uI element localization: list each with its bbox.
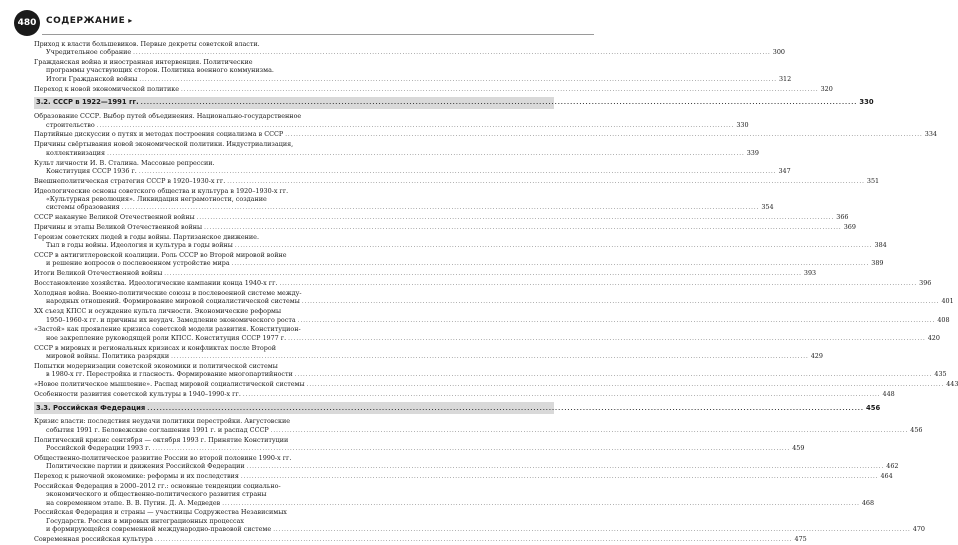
- toc-entry-text: Героизм советских людей в годы войны. Партизанское движение.: [34, 232, 259, 241]
- toc-entry-text: 3.3. Российская Федерация: [36, 403, 146, 412]
- toc-entry-line: [34, 443, 805, 453]
- toc-entry-line: [34, 195, 554, 203]
- toc-entry-text: «Новое политическое мышление». Распад мировой социалистической системы: [34, 379, 305, 388]
- toc-entry-text: Причины и этапы Великой Отечественной войны: [34, 222, 203, 231]
- toc-page-number: 401: [941, 297, 954, 306]
- toc-entry-text: Приход к власти большевиков. Первые декреты советской власти.: [34, 40, 260, 48]
- toc-entry-text: Переход к рыночной экономике: реформы и их последствия: [34, 472, 239, 481]
- toc-entry-line: [34, 289, 554, 297]
- toc-entry-text: Общественно-политическое развитие России во второй половине 1990-х гг.: [34, 453, 292, 462]
- dot-leader: [181, 86, 819, 94]
- toc-entry-line: [34, 454, 554, 462]
- chevron-right-icon: ▸: [128, 16, 133, 25]
- toc-page-number: 369: [843, 222, 856, 231]
- toc-entry-text: Переход к новой экономической политике: [34, 84, 179, 93]
- toc-entry-text: строительство: [46, 120, 95, 129]
- dot-leader: [280, 280, 918, 288]
- toc-entry-line: [34, 48, 785, 57]
- toc-entry-line: [34, 120, 749, 130]
- toc-entry-text: мировой войны. Политика разрядки: [46, 351, 170, 360]
- toc-page-number: 384: [874, 241, 887, 250]
- toc-entry-line: [34, 74, 792, 84]
- toc-entry-line: [34, 417, 554, 425]
- toc-page-number: 456: [865, 403, 881, 412]
- toc-entry: [34, 84, 833, 94]
- toc-page-number: 396: [919, 279, 932, 288]
- toc-entry: [34, 534, 807, 544]
- toc-entry-text: Особенности развития советской культуры в 1940–1990-х гг.: [34, 389, 241, 398]
- toc-entry-line: [34, 58, 554, 66]
- toc-entry-text: Культ личности И. В. Сталина. Массовые репрессии.: [34, 158, 215, 167]
- toc-entry-line: [34, 462, 899, 471]
- dot-leader: [107, 150, 745, 158]
- toc-entry-text: Российская Федерация и страны — участницы Содружества Независимых: [34, 508, 287, 517]
- header-title-text: СОДЕРЖАНИЕ: [46, 16, 126, 26]
- toc-entry-text: Гражданская война и иностранная интервенция. Политические: [34, 58, 253, 67]
- toc-entry-text: в 1980-х гг. Перестройка и гласность. Формирование многопартийности: [46, 370, 293, 379]
- toc-entry-text: и решение вопросов о послевоенном устройстве мира: [46, 259, 230, 268]
- toc-entry-line: [34, 498, 875, 508]
- toc-page-number: 320: [820, 84, 833, 93]
- dot-leader: [133, 49, 771, 57]
- toc-entry-line: [36, 403, 881, 413]
- dot-leader: [153, 445, 791, 453]
- toc-entry-text: Российская Федерация в 2000–2012 гг.: основные тенденции социально-: [34, 481, 281, 490]
- toc-entry: [34, 222, 856, 232]
- toc-page-number: 339: [746, 148, 759, 157]
- toc-entry: [34, 343, 823, 362]
- toc-entry-line: [34, 203, 774, 212]
- toc-entry: [34, 508, 925, 534]
- toc-page-number: 456: [910, 425, 923, 434]
- toc-entry-line: [34, 159, 554, 167]
- toc-entry-text: Партийные дискуссии о путях и методах построения социализма в СССР: [34, 130, 284, 139]
- toc-page-number: 351: [866, 176, 880, 185]
- toc-page-number: 393: [803, 269, 817, 278]
- table-of-contents: [34, 40, 958, 545]
- dot-leader: [171, 353, 809, 361]
- toc-entry-text: коллективизация: [46, 148, 106, 157]
- toc-entry-text: программы участвующих сторон. Политика военного коммунизма.: [46, 66, 274, 75]
- toc-entry: [34, 472, 893, 481]
- toc-section-heading: [34, 402, 881, 414]
- toc-entry-text: Российской Федерации 1993 г.: [46, 443, 151, 452]
- toc-page-number: 429: [810, 351, 823, 360]
- toc-entry: [34, 140, 759, 158]
- toc-entry-line: [34, 112, 554, 120]
- toc-page-number: 300: [772, 48, 785, 57]
- toc-entry-line: [34, 524, 925, 534]
- toc-entry: [34, 361, 947, 380]
- toc-section-heading: [34, 97, 874, 109]
- toc-entry-line: [34, 472, 893, 481]
- toc-page-number: 389: [871, 259, 884, 268]
- toc-entry-line: [34, 362, 554, 370]
- toc-entry-text: Итоги Гражданской войны: [46, 74, 138, 83]
- toc-entry-line: [34, 84, 833, 94]
- toc-entry-line: [34, 333, 940, 343]
- dot-leader: [122, 204, 760, 212]
- toc-entry-line: [34, 534, 807, 544]
- toc-entry-line: [34, 315, 950, 325]
- dot-leader: [285, 131, 923, 139]
- toc-entry: [34, 307, 950, 325]
- toc-page-number: 468: [861, 498, 875, 507]
- toc-page-number: 420: [927, 333, 940, 342]
- dot-leader: [273, 526, 911, 534]
- dot-leader: [141, 99, 858, 107]
- toc-entry-line: [34, 148, 759, 158]
- toc-entry-line: [34, 259, 884, 268]
- toc-entry: [34, 389, 895, 399]
- toc-page-number: 347: [778, 166, 791, 175]
- toc-entry-text: Причины свёртывания новой экономической политики. Индустриализация,: [34, 140, 294, 149]
- toc-entry-line: [34, 222, 856, 232]
- toc-entry: [34, 232, 887, 251]
- dot-leader: [271, 427, 909, 435]
- toc-entry-text: Политический кризис сентября — октября 1993 г. Принятие Конституции: [34, 435, 289, 444]
- toc-entry: [34, 325, 940, 343]
- toc-page-number: 459: [792, 443, 805, 452]
- toc-entry: [34, 112, 749, 130]
- toc-entry-text: народных отношений. Формирование мировой социалистической системы: [46, 297, 300, 306]
- toc-entry: [34, 453, 899, 472]
- toc-entry-text: «Застой» как проявление кризиса советской модели развития. Конституцион-: [34, 325, 301, 334]
- toc-entry-line: [34, 166, 791, 176]
- toc-entry-line: [34, 130, 937, 139]
- toc-entry-text: Тыл в годы войны. Идеология и культура в годы войны: [46, 241, 233, 250]
- toc-entry-line: [34, 251, 554, 259]
- toc-page-number: 475: [794, 534, 807, 543]
- toc-entry-line: [34, 370, 947, 379]
- toc-entry: [34, 481, 875, 508]
- dot-leader: [197, 214, 835, 222]
- toc-entry: [34, 251, 884, 269]
- toc-page-number: 470: [912, 524, 925, 533]
- toc-entry-text: Итоги Великой Отечественной войны: [34, 269, 163, 278]
- toc-entry-text: экономического и общественно-политического развития страны: [46, 490, 267, 499]
- dot-leader: [298, 317, 936, 325]
- toc-entry: [34, 279, 932, 288]
- dot-leader: [97, 122, 735, 130]
- dot-leader: [295, 371, 933, 379]
- dot-leader: [227, 178, 865, 186]
- toc-page-number: 408: [937, 315, 950, 324]
- toc-entry: [34, 40, 785, 58]
- toc-entry-line: [34, 379, 958, 389]
- dot-leader: [139, 76, 777, 84]
- toc-entry-line: [34, 187, 554, 195]
- toc-entry-text: события 1991 г. Беловежские соглашения 1991 г. и распад СССР: [46, 425, 269, 434]
- toc-entry-text: СССР накануне Великой Отечественной войны: [34, 213, 195, 222]
- toc-entry-line: [34, 351, 823, 361]
- toc-entry: [34, 417, 923, 435]
- toc-entry-text: Внешнеполитическая стратегия СССР в 1920–1930-х гг.: [34, 176, 226, 185]
- toc-entry-text: Восстановление хозяйства. Идеологические кампании конца 1940-х гг.: [34, 279, 278, 288]
- toc-entry-text: СССР в антигитлеровской коалиции. Роль СССР во Второй мировой войне: [34, 251, 287, 260]
- dot-leader: [247, 463, 885, 471]
- toc-entry: [34, 130, 937, 139]
- toc-entry-line: [34, 307, 554, 315]
- toc-entry-line: [34, 425, 923, 435]
- dot-leader: [235, 242, 873, 250]
- dot-leader: [139, 168, 777, 176]
- toc-entry: [34, 379, 958, 389]
- toc-entry-text: 3.2. СССР в 1922—1991 гг.: [36, 98, 139, 107]
- toc-entry: [34, 269, 817, 278]
- toc-entry-line: [34, 344, 554, 352]
- toc-entry-text: Политические партии и движения Российской Федерации: [46, 462, 245, 471]
- toc-entry: [34, 186, 774, 213]
- toc-entry-line: [34, 517, 554, 525]
- toc-page-number: 462: [886, 462, 899, 471]
- toc-entry-line: [34, 176, 880, 186]
- toc-entry-text: «Культурная революция». Ликвидация неграмотности, создание: [46, 194, 267, 203]
- toc-page-number: 464: [880, 472, 893, 481]
- toc-entry-text: системы образования: [46, 203, 120, 212]
- toc-page-number: 330: [859, 98, 874, 107]
- toc-page-number: 330: [736, 120, 749, 129]
- header-rule: [42, 34, 594, 35]
- toc-entry: [34, 213, 849, 222]
- toc-entry-text: и формирующейся современной международно-правовой системе: [46, 524, 272, 533]
- toc-entry-line: [34, 482, 554, 490]
- header-title: [46, 16, 133, 26]
- toc-entry: [34, 158, 791, 177]
- toc-page-number: 435: [934, 370, 947, 379]
- dot-leader: [147, 405, 864, 413]
- toc-entry-text: XX съезд КПСС и осуждение культа личности. Экономические реформы: [34, 307, 282, 316]
- toc-entry-text: Кризис власти: последствия неудачи политики перестройки. Августовские: [34, 417, 291, 426]
- dot-leader: [243, 391, 881, 399]
- toc-entry-line: [34, 233, 554, 241]
- toc-entry-line: [34, 325, 554, 333]
- toc-entry-text: Образование СССР. Выбор путей объединения. Национально-государственное: [34, 112, 302, 121]
- toc-entry-text: Идеологические основы советского общества и культура в 1920–1930-х гг.: [34, 186, 289, 195]
- toc-entry-line: [34, 40, 554, 48]
- toc-entry-line: [34, 297, 954, 306]
- dot-leader: [222, 500, 860, 508]
- toc-entry-line: [34, 140, 554, 148]
- toc-entry-line: [34, 66, 554, 74]
- dot-leader: [155, 536, 793, 544]
- toc-page-number: 334: [924, 130, 937, 139]
- toc-page-number: 354: [761, 203, 774, 212]
- dot-leader: [232, 260, 870, 268]
- toc-entry-text: 1950–1960-х гг. и причины их неудач. Замедление экономического роста: [46, 315, 296, 324]
- toc-entry-line: [36, 98, 874, 107]
- toc-entry-text: Учредительное собрание: [46, 48, 132, 57]
- toc-entry-line: [34, 279, 932, 288]
- toc-entry-line: [34, 490, 554, 498]
- toc-entry: [34, 289, 954, 307]
- toc-entry-line: [34, 436, 554, 444]
- toc-entry-line: [34, 508, 554, 516]
- toc-entry: [34, 58, 792, 84]
- toc-page-number: 366: [836, 213, 849, 222]
- toc-entry-line: [34, 389, 895, 399]
- toc-entry-text: Современная российская культура: [34, 534, 153, 543]
- dot-leader: [204, 224, 842, 232]
- dot-leader: [164, 270, 802, 278]
- toc-entry-text: СССР в мировых и региональных кризисах и конфликтах после Второй: [34, 343, 276, 352]
- toc-entry-text: на современном этапе. В. В. Путин. Д. А. Медведев: [46, 498, 221, 507]
- toc-entry: [34, 176, 880, 186]
- toc-entry-text: Попытки модернизации советской экономики и политической системы: [34, 361, 278, 370]
- page-header: [14, 10, 594, 36]
- toc-page-number: 448: [882, 389, 895, 398]
- toc-entry-text: ное закрепление руководящей роли КПСС. Конституция СССР 1977 г.: [46, 333, 287, 342]
- dot-leader: [302, 298, 940, 306]
- toc-entry-text: Государств. Россия в мировых интеграционных процессах: [46, 516, 244, 525]
- toc-entry-text: Конституция СССР 1936 г.: [46, 166, 137, 175]
- toc-entry: [34, 435, 805, 454]
- dot-leader: [288, 335, 926, 343]
- toc-page-number: 443: [946, 379, 958, 388]
- dot-leader: [307, 381, 945, 389]
- toc-entry-line: [34, 213, 849, 222]
- toc-page-number: 312: [778, 74, 792, 83]
- toc-entry-text: Холодная война. Военно-политические союзы в послевоенной системе между-: [34, 289, 302, 298]
- toc-entry-line: [34, 269, 817, 278]
- dot-leader: [241, 473, 879, 481]
- page-number-badge: 480: [14, 10, 40, 36]
- toc-entry-line: [34, 241, 887, 250]
